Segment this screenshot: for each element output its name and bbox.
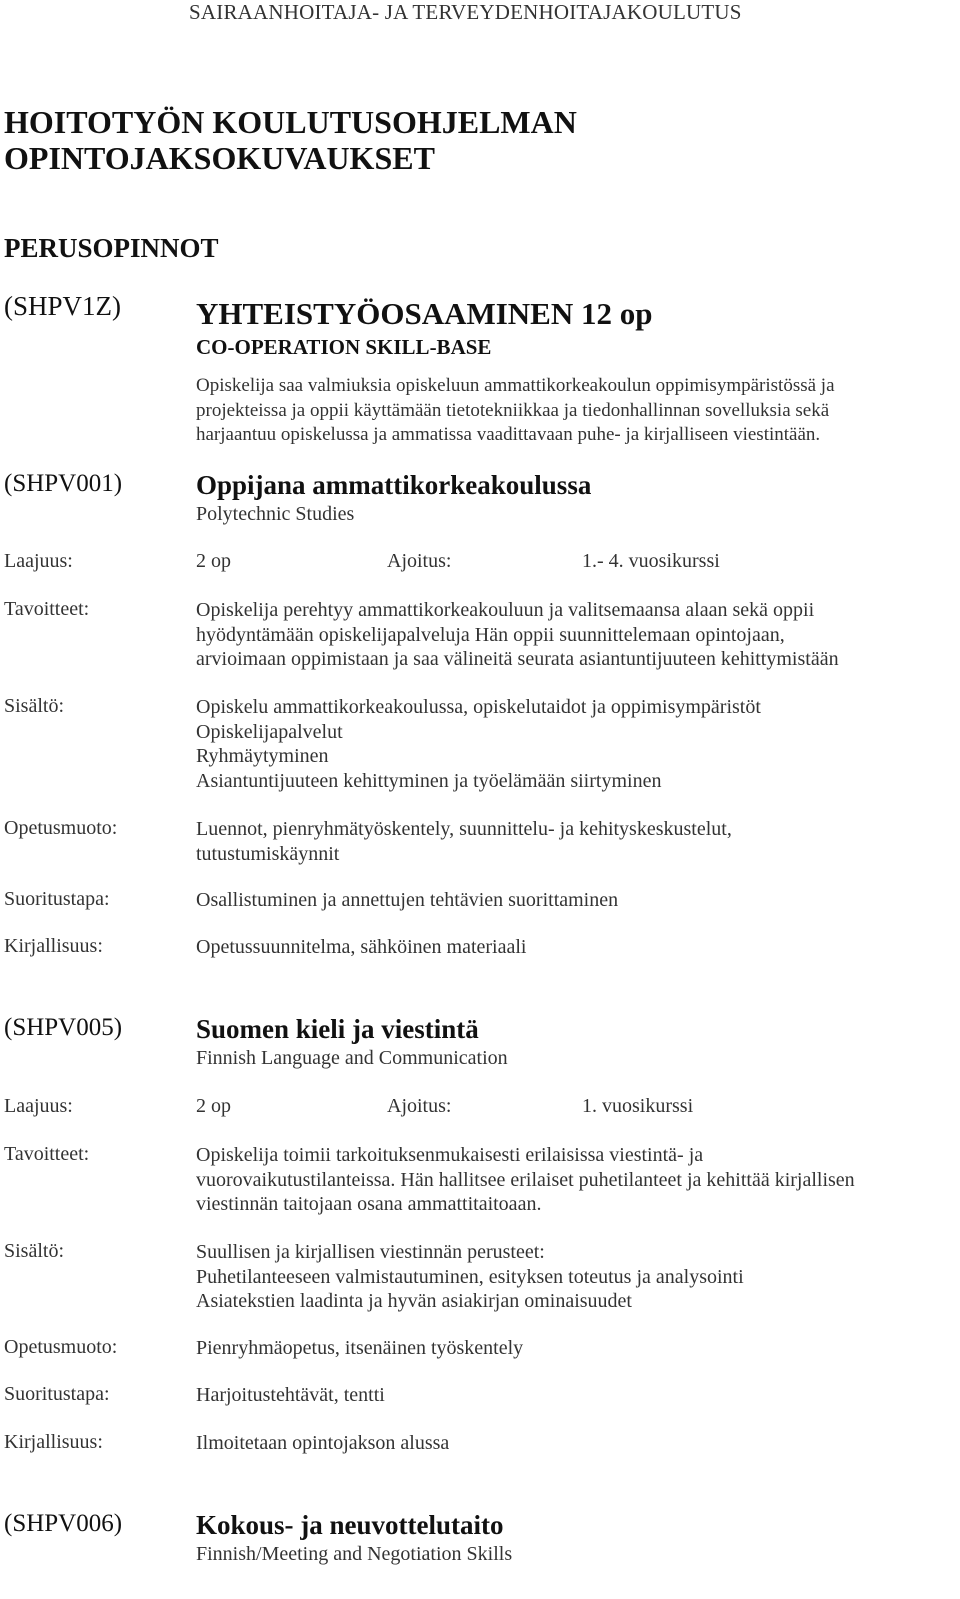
text-line: arvioimaan oppimistaan ja saa välineitä seurata asiantuntijuuteen kehittymistään xyxy=(196,648,839,670)
description-line: Opiskelija saa valmiuksia opiskeluun ammattikorkeakoulun oppimisympäristössä ja xyxy=(196,375,835,396)
text-line: Luennot, pienryhmätyöskentely, suunnittelu- ja kehityskeskustelut, xyxy=(196,818,732,840)
text-line: Opiskelijapalvelut xyxy=(196,720,343,743)
kirjallisuus-label: Kirjallisuus: xyxy=(4,1431,103,1453)
text-line: viestinnän taitojaan osana ammattitaitoaan. xyxy=(196,1193,542,1215)
text-line: Suullisen ja kirjallisen viestinnän perusteet: xyxy=(196,1241,545,1263)
course-title: Kokous- ja neuvottelutaito xyxy=(196,1510,504,1540)
course-subtitle: Polytechnic Studies xyxy=(196,503,355,525)
opetusmuoto-label: Opetusmuoto: xyxy=(4,1336,118,1358)
ajoitus-value: 1.- 4. vuosikurssi xyxy=(582,550,720,572)
text-line: vuorovaikutustilanteissa. Hän hallitsee erilaiset puhetilanteet ja kehittää kirjallisen xyxy=(196,1168,855,1191)
kirjallisuus-label: Kirjallisuus: xyxy=(4,935,103,957)
sisalto-text xyxy=(196,1240,744,1314)
module-title: YHTEISTYÖOSAAMINEN 12 op xyxy=(196,296,653,331)
text-line: Osallistuminen ja annettujen tehtävien suorittaminen xyxy=(196,889,619,911)
module-subtitle: CO-OPERATION SKILL-BASE xyxy=(196,335,492,359)
text-line: Opiskelija toimii tarkoituksenmukaisesti erilaisissa viestintä- ja xyxy=(196,1144,704,1166)
text-line: Opetussuunnitelma, sähköinen materiaali xyxy=(196,936,527,958)
ajoitus-label: Ajoitus: xyxy=(387,550,452,572)
kirjallisuus-text xyxy=(196,1431,449,1456)
tavoitteet-label: Tavoitteet: xyxy=(4,1143,90,1165)
text-line: Ilmoitetaan opintojakson alussa xyxy=(196,1432,450,1454)
course-subtitle: Finnish Language and Communication xyxy=(196,1047,508,1069)
laajuus-value: 2 op xyxy=(196,1095,231,1117)
kirjallisuus-text xyxy=(196,935,526,960)
text-line: Pienryhmäopetus, itsenäinen työskentely xyxy=(196,1337,524,1359)
course-code: (SHPV005) xyxy=(4,1014,123,1041)
course-title: Oppijana ammattikorkeakoulussa xyxy=(196,470,592,500)
laajuus-label: Laajuus: xyxy=(4,550,73,572)
course-code: (SHPV006) xyxy=(4,1510,123,1537)
sisalto-label: Sisältö: xyxy=(4,695,65,717)
sisalto-label: Sisältö: xyxy=(4,1240,65,1262)
course-code: (SHPV001) xyxy=(4,470,123,497)
course-subtitle: Finnish/Meeting and Negotiation Skills xyxy=(196,1543,513,1565)
opetusmuoto-label: Opetusmuoto: xyxy=(4,817,118,839)
tavoitteet-text xyxy=(196,1143,855,1217)
text-line: Opiskelu ammattikorkeakoulussa, opiskelutaidot ja oppimisympäristöt xyxy=(196,696,761,718)
laajuus-label: Laajuus: xyxy=(4,1095,73,1117)
text-line: Opiskelija perehtyy ammattikorkeakouluun ja valitsemaansa alaan sekä oppii xyxy=(196,599,815,621)
tavoitteet-text xyxy=(196,598,839,672)
opetusmuoto-text xyxy=(196,817,732,866)
text-line: Asiantuntijuuteen kehittyminen ja työelämään siirtyminen xyxy=(196,769,662,792)
laajuus-value: 2 op xyxy=(196,550,231,572)
text-line: Puhetilanteeseen valmistautuminen, esityksen toteutus ja analysointi xyxy=(196,1265,744,1288)
ajoitus-label: Ajoitus: xyxy=(387,1095,452,1117)
tavoitteet-label: Tavoitteet: xyxy=(4,598,90,620)
text-line: Asiatekstien laadinta ja hyvän asiakirjan ominaisuudet xyxy=(196,1290,632,1312)
text-line: Harjoitustehtävät, tentti xyxy=(196,1384,385,1406)
document-title xyxy=(4,104,577,176)
suoritustapa-label: Suoritustapa: xyxy=(4,1383,110,1405)
document-header: SAIRAANHOITAJA- JA TERVEYDENHOITAJAKOULUTUS xyxy=(189,0,742,24)
description-line: harjaantuu opiskelussa ja ammatissa vaadittavaan puhe- ja kirjalliseen viestintään. xyxy=(196,424,821,445)
document-title-line: HOITOTYÖN KOULUTUSOHJELMAN xyxy=(4,104,577,140)
text-line: tutustumiskäynnit xyxy=(196,842,340,865)
text-line: hyödyntämään opiskelijapalveluja Hän oppii suunnittelemaan opintojaan, xyxy=(196,623,785,646)
opetusmuoto-text xyxy=(196,1336,523,1361)
course-title: Suomen kieli ja viestintä xyxy=(196,1014,479,1044)
module-code: (SHPV1Z) xyxy=(4,291,122,321)
text-line: Ryhmäytyminen xyxy=(196,745,329,767)
suoritustapa-text xyxy=(196,888,618,913)
section-title: PERUSOPINNOT xyxy=(4,233,219,263)
ajoitus-value: 1. vuosikurssi xyxy=(582,1095,694,1117)
description-line: projekteissa ja oppii käyttämään tietotekniikkaa ja tiedonhallinnan sovelluksia sekä xyxy=(196,399,830,421)
sisalto-text xyxy=(196,695,761,793)
module-description xyxy=(196,374,835,448)
document-title-line: OPINTOJAKSOKUVAUKSET xyxy=(4,140,435,176)
suoritustapa-label: Suoritustapa: xyxy=(4,888,110,910)
suoritustapa-text xyxy=(196,1383,385,1408)
